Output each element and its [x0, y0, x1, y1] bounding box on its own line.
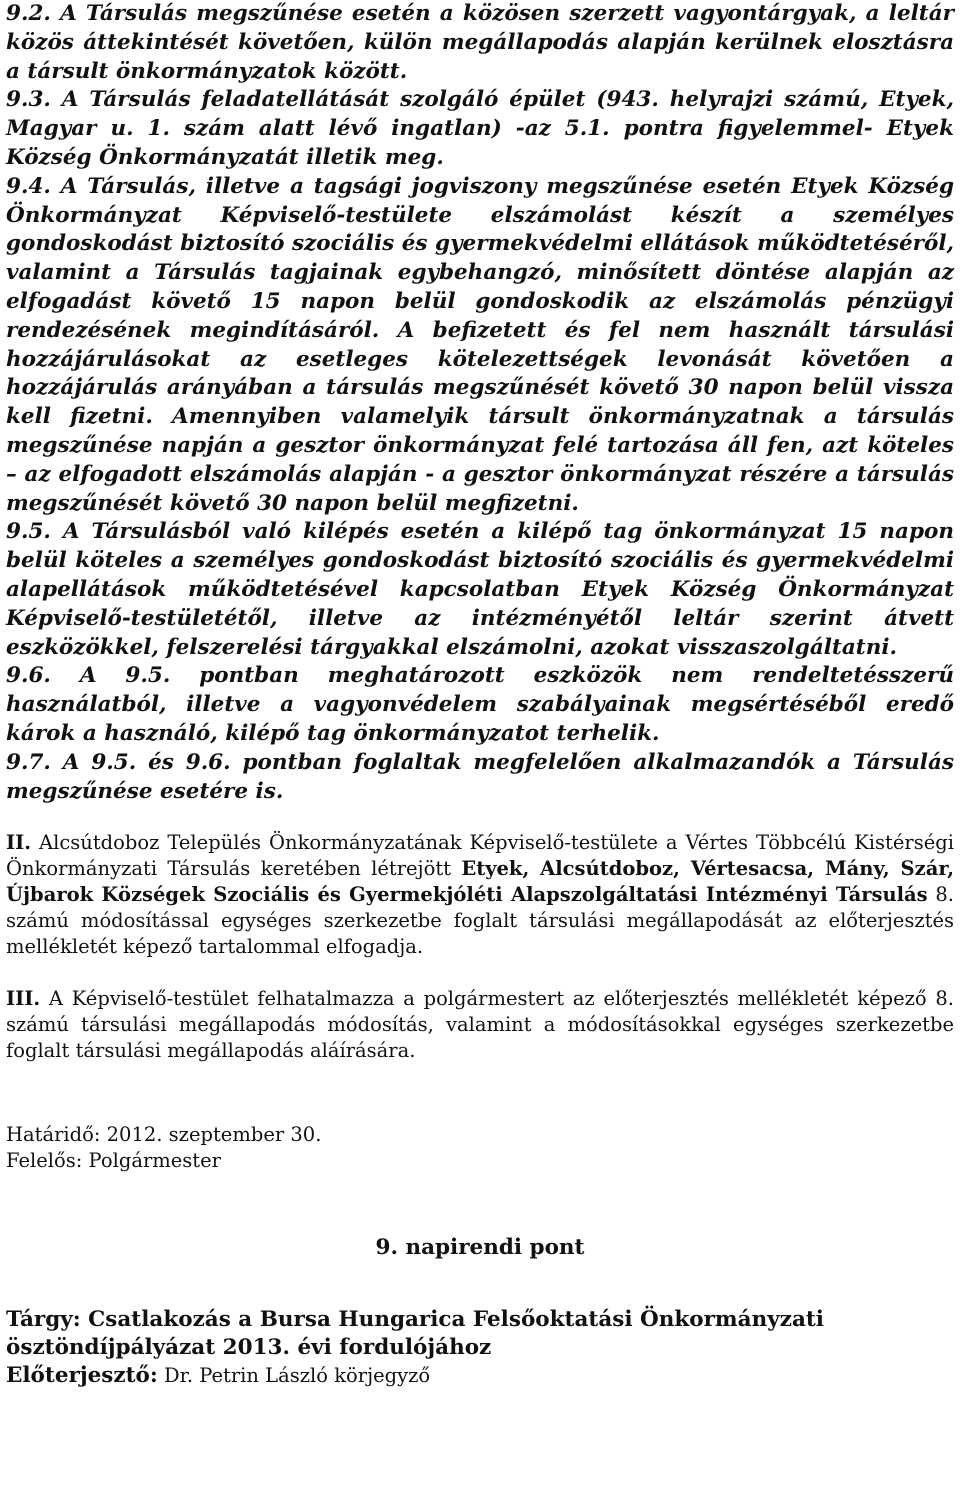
- responsible: Felelős: Polgármester: [6, 1149, 222, 1173]
- subject-label: Tárgy:: [6, 1307, 81, 1333]
- association-name: Etyek, Alcsútdoboz, Vértesacsa, Mány, Szár, Újbarok Községek Szociális és Gyermekjóléti Alapszolgáltatási Intézményi Társulás: [6, 857, 954, 907]
- deadline: Határidő: 2012. szeptember 30.: [6, 1123, 322, 1147]
- agenda-item-title: 9. napirendi pont: [375, 1235, 585, 1261]
- subject-line: [6, 1306, 954, 1362]
- paragraph-9-5: 9.5. A Társulásból való kilépés esetén a kilépő tag önkormányzat 15 napon belül köteles a személyes gondoskodást biztosító szociális és gyermekvédelmi alapellátások működtetésével kapcsolatban Etyek Község Önkormányzat Képviselő-testületétől, illetve az intézményétől leltár szerint átvett eszközökkel, felszerelési tárgyakkal elszámolni, azokat visszaszolgáltatni.: [6, 519, 954, 660]
- subject-text: Csatlakozás a Bursa Hungarica Felsőoktatási Önkormányzati ösztöndíjpályázat 2013. évi fordulójához: [6, 1307, 824, 1361]
- subject-block: [6, 1306, 954, 1390]
- section-ii-label: II.: [6, 831, 32, 855]
- section-ii-text-b: 8. számú módosítással egységes szerkezetbe foglalt társulási megállapodását az előterjesztés mellékletét képező tartalommal elfogadja.: [6, 883, 954, 959]
- paragraph-9-2: 9.2. A Társulás megszűnése esetén a közösen szerzett vagyontárgyak, a leltár közös áttekintését követően, külön megállapodás alapján kerülnek elosztásra a társult önkormányzatok között.: [6, 1, 954, 84]
- section-iii-text: A Képviselő-testület felhatalmazza a polgármestert az előterjesztés mellékletét képező 8. számú társulási megállapodás módosítás, valamint a módosításokkal egységes szerkezetbe foglalt társulási megállapodás aláírására.: [6, 987, 954, 1063]
- resolution-section-ii: [6, 830, 954, 960]
- deadline-block: [6, 1122, 954, 1174]
- paragraph-9-3: 9.3. A Társulás feladatellátását szolgáló épület (943. helyrajzi számú, Etyek, Magyar u. 1. szám alatt lévő ingatlan) -az 5.1. pontra figyelemmel- Etyek Község Önkormányzatát illetik meg.: [6, 87, 954, 170]
- section-iii-label: III.: [6, 987, 41, 1011]
- presenter-label: Előterjesztő:: [6, 1363, 158, 1389]
- presenter-line: [6, 1362, 954, 1390]
- section-ii-text-a: Alcsútdoboz Település Önkormányzatának Képviselő-testülete a Vértes Többcélú Kistérségi Önkormányzati Társulás keretében létrejött: [6, 831, 954, 881]
- presenter-text: Dr. Petrin László körjegyző: [157, 1364, 431, 1388]
- document-page: [6, 0, 954, 1390]
- paragraph-9-6: 9.6. A 9.5. pontban meghatározott eszközök nem rendeltetésszerű használatból, illetve a vagyonvédelem szabályainak megsértéséből eredő károk a használó, kilépő tag önkormányzatot terhelik.: [6, 663, 954, 746]
- resolution-section-iii: [6, 986, 954, 1064]
- paragraph-9-7: 9.7. A 9.5. és 9.6. pontban foglaltak megfelelően alkalmazandók a Társulás megszűnése esetére is.: [6, 749, 954, 804]
- paragraph-9-4: 9.4. A Társulás, illetve a tagsági jogviszony megszűnése esetén Etyek Község Önkormányzat Képviselő-testülete elszámolást készít a személyes gondoskodást biztosító szociális és gyermekvédelmi ellátások működtetéséről, valamint a Társulás tagjainak egybehangzó, minősített döntése alapján az elfogadást követő 15 napon belül gondoskodik az elszámolás pénzügyi rendezésének megindításáról. A befizetett és fel nem használt társulási hozzájárulásokat az esetleges kötelezettségek levonását követően a hozzájárulás arányában a társulás megszűnését követő 30 napon belül vissza kell fizetni. Amennyiben valamelyik társult önkormányzatnak a társulás megszűnése napján a gesztor önkormányzat felé tartozása áll fen, azt köteles – az elfogadott elszámolás alapján - a gesztor önkormányzat részére a társulás megszűnését követő 30 napon belül megfizetni.: [6, 173, 954, 516]
